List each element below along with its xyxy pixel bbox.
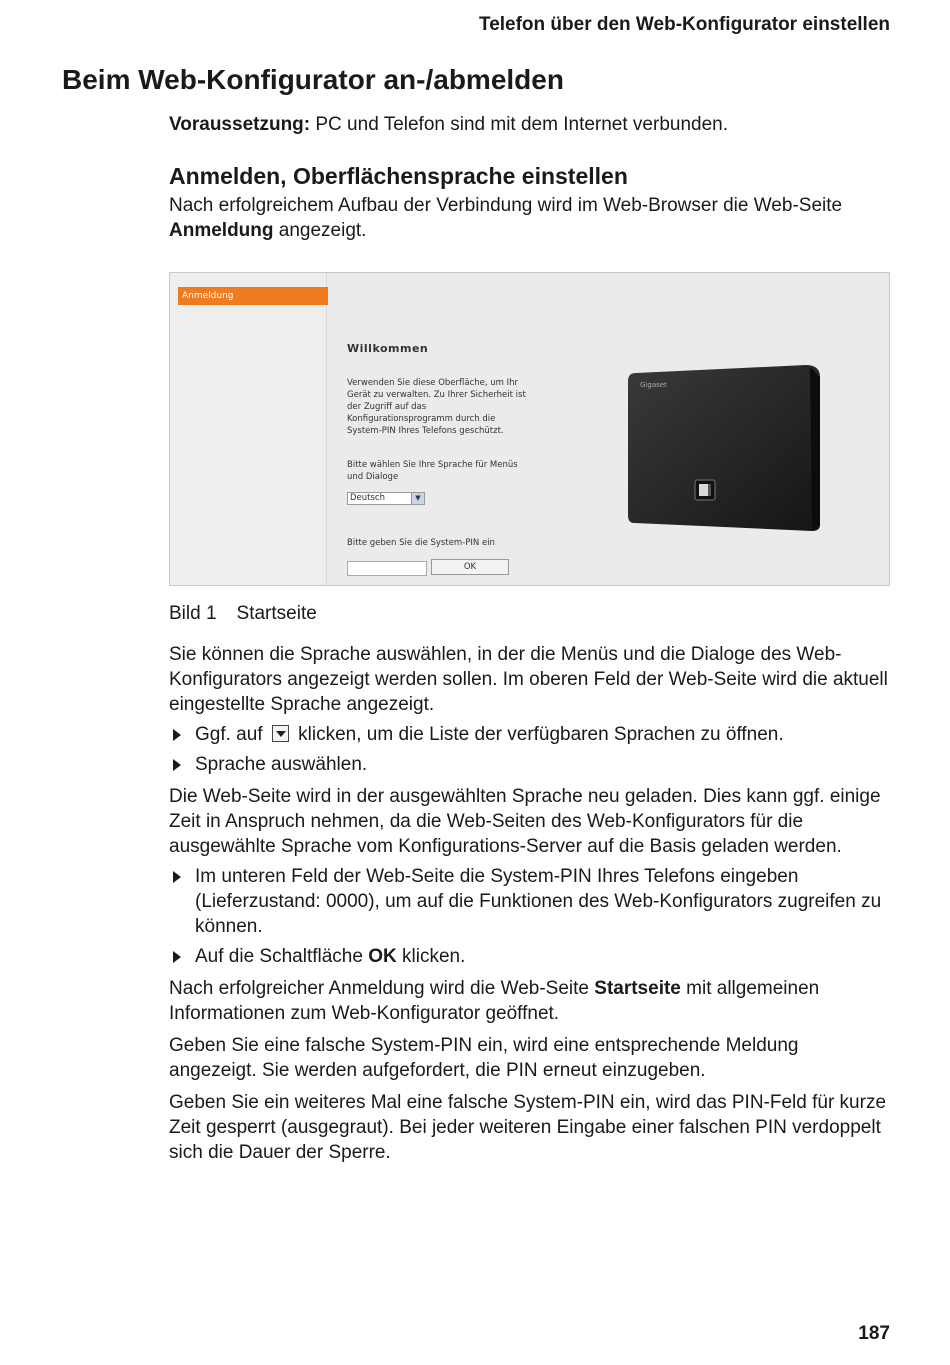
figure-language-prompt: Bitte wählen Sie Ihre Sprache für Menüs und Dialoge <box>347 460 518 482</box>
step4-text: Auf die Schaltfläche <box>195 946 369 967</box>
bullet-arrow-icon <box>173 759 181 771</box>
subsection <box>169 164 891 243</box>
bullet-arrow-icon <box>173 729 181 741</box>
prerequisite-label: Voraussetzung: <box>169 114 311 135</box>
figure-tab-anmeldung: Anmeldung <box>178 287 328 305</box>
intro-paragraph <box>169 193 891 243</box>
caption-text: Startseite <box>236 603 317 624</box>
figure-ok-button: OK <box>431 559 509 575</box>
subsection-title: Anmelden, Oberflächensprache einstellen <box>169 163 628 189</box>
step4-bold: OK <box>368 946 397 967</box>
intro-text-end: angezeigt. <box>273 220 367 241</box>
prerequisite <box>169 112 891 137</box>
figure-caption <box>169 603 317 625</box>
bullet-arrow-icon <box>173 871 181 883</box>
paragraph-wrong-pin: Geben Sie eine falsche System-PIN ein, wird eine entsprechende Meldung angezeigt. Sie werden aufgefordert, die PIN erneut einzugeben. <box>169 1035 799 1081</box>
login-screenshot-figure <box>169 272 890 586</box>
device-brand-label: Gigaset <box>640 381 667 389</box>
prerequisite-text: PC und Telefon sind mit dem Internet verbunden. <box>310 114 729 135</box>
figure-sidebar <box>170 273 327 585</box>
step2-text: Sprache auswählen. <box>195 754 368 775</box>
step1-text: Ggf. auf <box>195 724 268 745</box>
figure-language-value: Deutsch <box>350 493 385 503</box>
figure-welcome-title: Willkommen <box>347 342 429 355</box>
figure-language-select <box>347 492 425 505</box>
intro-bold: Anmeldung <box>169 220 274 241</box>
figure-pin-prompt: Bitte geben Sie die System-PIN ein <box>347 538 495 548</box>
step-click-ok <box>169 944 891 969</box>
base-station-image <box>624 365 824 533</box>
page-number: 187 <box>858 1323 890 1344</box>
chevron-down-icon: ▼ <box>411 493 424 504</box>
step-open-language-list <box>169 722 891 747</box>
bullet-arrow-icon <box>173 951 181 963</box>
step-enter-pin <box>169 864 891 939</box>
paragraph-language: Sie können die Sprache auswählen, in der die Menüs und die Dialoge des Web-Konfigurators angezeigt werden sollen. Im oberen Feld der Web-Seite wird die aktuell eingestellte Sprache angezeigt. <box>169 644 888 715</box>
running-header: Telefon über den Web-Konfigurator einstellen <box>479 14 890 35</box>
figure-pin-input <box>347 561 427 576</box>
paragraph-pin-lock: Geben Sie ein weiteres Mal eine falsche System-PIN ein, wird das PIN-Feld für kurze Zeit gesperrt (ausgegraut). Bei jeder weiteren Eingabe einer falschen PIN verdoppelt sich die Dauer der Sperre. <box>169 1092 887 1163</box>
caption-number: Bild 1 <box>169 603 217 624</box>
figure-intro-text: Verwenden Sie diese Oberfläche, um Ihr Gerät zu verwalten. Zu Ihrer Sicherheit ist der Zugriff auf das Konfigurationsprogramm durch die System-PIN Ihres Telefons geschützt. <box>347 378 526 436</box>
body-text <box>169 642 891 1165</box>
step-select-language <box>169 752 891 777</box>
step1-text-end: klicken, um die Liste der verfügbaren Sprachen zu öffnen. <box>292 724 784 745</box>
paragraph-reload: Die Web-Seite wird in der ausgewählten Sprache neu geladen. Dies kann ggf. einige Zeit in Anspruch nehmen, da die Web-Seiten des Web-Konfigurators für die ausgewählte Sprache vom Konfigurations-Server auf die Basis geladen werden. <box>169 786 881 857</box>
dropdown-button-icon <box>272 725 289 742</box>
para3-bold: Startseite <box>594 978 681 999</box>
para3-text: Nach erfolgreicher Anmeldung wird die Web-Seite <box>169 978 595 999</box>
paragraph-login-success <box>169 976 891 1026</box>
intro-text: Nach erfolgreichem Aufbau der Verbindung wird im Web-Browser die Web-Seite <box>169 195 843 216</box>
section-title: Beim Web-Konfigurator an-/abmelden <box>62 64 564 95</box>
para3-text-end: mit allgemeinen Informationen zum Web-Konfigurator geöffnet. <box>169 978 820 1024</box>
step4-text-end: klicken. <box>396 946 466 967</box>
step3-text: Im unteren Feld der Web-Seite die System-PIN Ihres Telefons eingeben (Lieferzustand: 0000), um auf die Funktionen des Web-Konfigurators zugreifen zu können. <box>195 866 882 937</box>
